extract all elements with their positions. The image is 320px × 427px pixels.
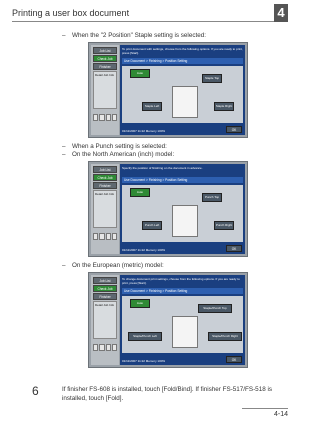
- bullet-inch: – On the North American (inch) model:: [62, 151, 175, 158]
- message-text: Specify the position of finishing on the document in advance.: [122, 166, 203, 170]
- tool-icon[interactable]: [99, 114, 104, 121]
- job-list-button[interactable]: Job List: [93, 277, 117, 284]
- status-footer: 01/11/2007 11:22 Memory 100%: [122, 359, 166, 363]
- check-job-button[interactable]: Check Job: [93, 285, 117, 292]
- staple-left-option[interactable]: Staple Left: [142, 102, 162, 111]
- bullet-staple: – When the "2 Position" Staple setting is selected:: [62, 32, 206, 39]
- options-pane: [122, 185, 243, 242]
- screenshot-punch-metric: [88, 272, 248, 368]
- job-list-button[interactable]: Job List: [93, 47, 117, 54]
- tool-icon[interactable]: [99, 344, 104, 351]
- left-column: [91, 275, 119, 365]
- message-text: To change document print settings, choose from the following options. If you are ready to print, press [Start].: [122, 277, 240, 285]
- job-info-label: Detail Job Info: [95, 303, 115, 307]
- left-column: [91, 164, 119, 254]
- screenshot-staple: [88, 42, 248, 138]
- punch-left-option[interactable]: Punch Left: [142, 221, 162, 230]
- page-title: Printing a user box document: [12, 8, 130, 18]
- bullet-text: When a Punch setting is selected:: [72, 143, 167, 150]
- ok-button[interactable]: OK: [226, 126, 242, 133]
- icon-row: [93, 233, 117, 240]
- footer-rule: [242, 408, 288, 409]
- job-list-button[interactable]: Job List: [93, 166, 117, 173]
- finisher-button[interactable]: Finisher: [93, 293, 117, 300]
- tool-icon[interactable]: [112, 233, 117, 240]
- tool-icon[interactable]: [93, 114, 98, 121]
- main-panel: [120, 275, 245, 365]
- job-info-panel: [93, 71, 117, 109]
- main-panel: [120, 164, 245, 254]
- bullet-text: On the European (metric) model:: [72, 262, 164, 269]
- icon-row: [93, 114, 117, 121]
- bullet-text: On the North American (inch) model:: [72, 151, 175, 158]
- tool-icon[interactable]: [112, 114, 117, 121]
- icon-row: [93, 344, 117, 351]
- breadcrumb: Use Document > Finishing > Position Setting: [122, 177, 243, 183]
- bullet-punch: – When a Punch setting is selected:: [62, 143, 167, 150]
- step-number: 6: [32, 384, 39, 398]
- job-info-panel: [93, 301, 117, 339]
- job-info-panel: [93, 190, 117, 228]
- paper-preview: [172, 316, 198, 348]
- check-job-button[interactable]: Check Job: [93, 55, 117, 62]
- chapter-number: 4: [274, 4, 288, 22]
- finisher-button[interactable]: Finisher: [93, 63, 117, 70]
- bullet-metric: – On the European (metric) model:: [62, 262, 164, 269]
- paper-preview: [172, 205, 198, 237]
- auto-option[interactable]: Auto: [130, 69, 150, 78]
- auto-option[interactable]: Auto: [130, 188, 150, 197]
- breadcrumb: Use Document > Finishing > Position Setting: [122, 288, 243, 294]
- staple-punch-left-option[interactable]: Staple/Punch Left: [128, 332, 162, 341]
- staple-punch-top-option[interactable]: Staple/Punch Top: [198, 304, 232, 313]
- header-rule: [12, 21, 274, 22]
- page-number: 4-14: [273, 411, 288, 418]
- step-text: If finisher FS-608 is installed, touch [Fold/Bind]. If finisher FS-517/FS-518 is installed, touch [Fold].: [62, 386, 272, 402]
- job-info-label: Detail Job Info: [95, 73, 115, 77]
- options-pane: [122, 66, 243, 123]
- left-column: [91, 45, 119, 135]
- options-pane: [122, 296, 243, 353]
- ok-button[interactable]: OK: [226, 356, 242, 363]
- tool-icon[interactable]: [106, 114, 111, 121]
- message-text: To print document with settings, choose from the following options. If you are ready to print, press [Start].: [122, 47, 243, 55]
- main-panel: [120, 45, 245, 135]
- staple-punch-right-option[interactable]: Staple/Punch Right: [208, 332, 242, 341]
- job-info-label: Detail Job Info: [95, 192, 115, 196]
- status-footer: 01/11/2007 11:22 Memory 100%: [122, 248, 166, 252]
- breadcrumb: Use Document > Finishing > Position Setting: [122, 58, 243, 64]
- screenshot-punch-inch: [88, 161, 248, 257]
- tool-icon[interactable]: [99, 233, 104, 240]
- finisher-button[interactable]: Finisher: [93, 182, 117, 189]
- auto-option[interactable]: Auto: [130, 299, 150, 308]
- staple-top-option[interactable]: Staple Top: [202, 74, 222, 83]
- ok-button[interactable]: OK: [226, 245, 242, 252]
- tool-icon[interactable]: [93, 233, 98, 240]
- bullet-text: When the "2 Position" Staple setting is selected:: [72, 32, 206, 39]
- staple-right-option[interactable]: Staple Right: [214, 102, 234, 111]
- punch-top-option[interactable]: Punch Top: [202, 193, 222, 202]
- punch-right-option[interactable]: Punch Right: [214, 221, 234, 230]
- status-footer: 01/11/2007 11:22 Memory 100%: [122, 129, 166, 133]
- tool-icon[interactable]: [93, 344, 98, 351]
- tool-icon[interactable]: [106, 233, 111, 240]
- paper-preview: [172, 86, 198, 118]
- tool-icon[interactable]: [106, 344, 111, 351]
- tool-icon[interactable]: [112, 344, 117, 351]
- check-job-button[interactable]: Check Job: [93, 174, 117, 181]
